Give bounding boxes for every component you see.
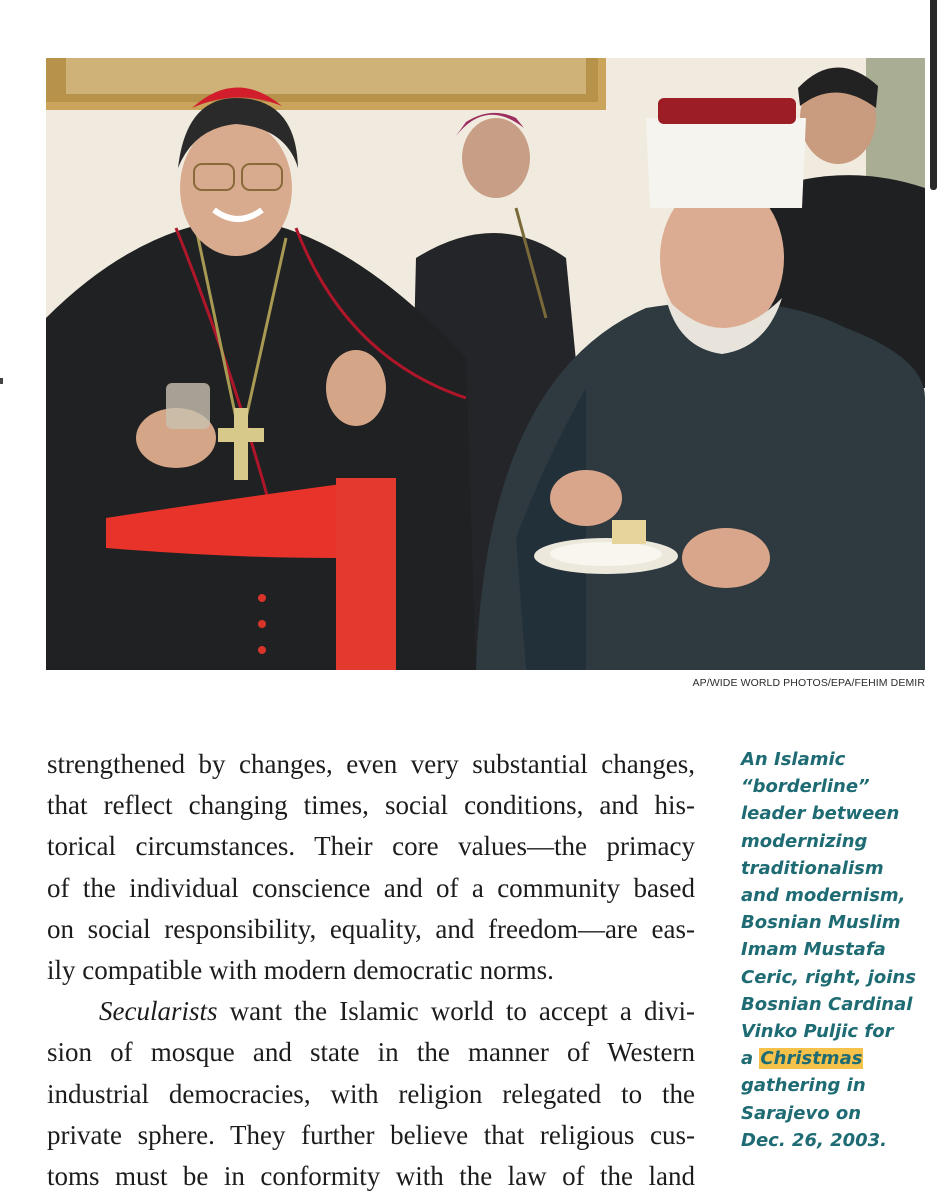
body-line: of the individual conscience and of a community based xyxy=(47,872,695,903)
search-highlight[interactable]: Christmas xyxy=(760,1048,863,1070)
page-edge-mark xyxy=(0,378,3,384)
photo-caption xyxy=(741,746,931,1154)
body-line: on social responsibility, equality, and freedom—are eas- xyxy=(47,913,695,944)
caption-line: gathering in xyxy=(741,1075,866,1097)
caption-line-highlighted xyxy=(741,1045,931,1072)
body-text xyxy=(47,744,695,1197)
caption-line: Bosnian Muslim xyxy=(741,912,901,934)
body-line: strengthened by changes, even very substantial changes, xyxy=(47,749,695,779)
body-line: private sphere. They further believe that religious cus- xyxy=(47,1119,695,1150)
caption-line: leader between xyxy=(741,803,900,825)
scrollbar-thumb[interactable] xyxy=(930,0,937,190)
caption-line: traditionalism xyxy=(741,857,884,879)
body-line: toms must be in conformity with the law of the land xyxy=(47,1161,695,1192)
caption-line: Ceric, right, joins xyxy=(741,966,916,988)
photo-cardinal-and-imam xyxy=(46,58,925,670)
body-line: sion of mosque and state in the manner of Western xyxy=(47,1037,695,1068)
photo-credit: AP/WIDE WORLD PHOTOS/EPA/FEHIM DEMIR xyxy=(692,677,925,689)
caption-line: and modernism, xyxy=(741,885,906,907)
caption-line: modernizing xyxy=(741,830,868,852)
paragraph-opening-rest: want the Islamic world to accept a divi- xyxy=(217,996,695,1027)
body-line: torical circumstances. Their core values—the primacy xyxy=(47,831,695,862)
caption-line: Sarajevo on xyxy=(741,1102,862,1124)
caption-line: “borderline” xyxy=(741,776,870,798)
caption-prefix: a xyxy=(741,1048,760,1070)
body-line: industrial democracies, with religion relegated to the xyxy=(47,1078,695,1109)
body-line: ily compatible with modern democratic norms. xyxy=(47,955,554,986)
caption-line: An Islamic xyxy=(741,749,846,770)
caption-line: Dec. 26, 2003. xyxy=(741,1129,888,1151)
paragraph-opening xyxy=(47,991,695,1032)
caption-line: Bosnian Cardinal xyxy=(741,993,913,1015)
caption-line: Imam Mustafa xyxy=(741,939,886,961)
caption-line: Vinko Puljic for xyxy=(741,1021,894,1043)
secularists-term: Secularists xyxy=(99,996,218,1027)
body-line: that reflect changing times, social conditions, and his- xyxy=(47,790,695,821)
